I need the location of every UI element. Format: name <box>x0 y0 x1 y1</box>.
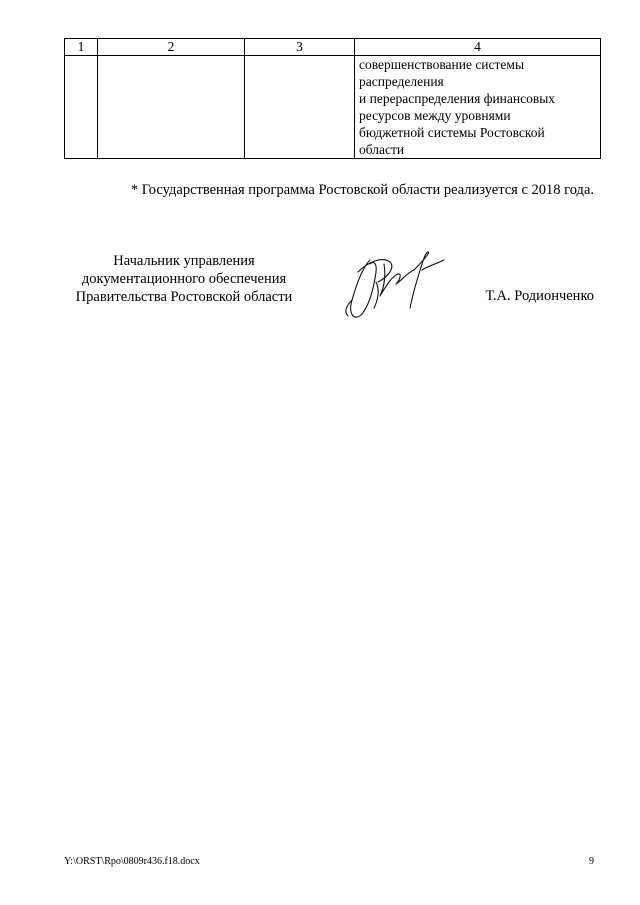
signatory-name: Т.А. Родионченко <box>485 288 594 304</box>
position-line: Правительства Ростовской области <box>75 289 293 305</box>
position-line: документационного обеспечения <box>81 271 287 287</box>
cell-text-line: области <box>359 142 405 157</box>
cell-col-4 <box>355 56 601 159</box>
table-row <box>65 56 601 159</box>
cell-col-2 <box>98 56 245 159</box>
cell-text-line: распределения <box>359 74 444 89</box>
cell-text-line: и перераспределения финансовых <box>359 91 556 106</box>
position-line: Начальник управления <box>113 253 255 269</box>
cell-text-line: совершенствование системы <box>359 57 525 72</box>
header-col-3: 3 <box>245 39 355 56</box>
program-footnote: * Государственная программа Ростовской области реализуется с 2018 года. <box>130 182 594 198</box>
header-col-2: 2 <box>98 39 245 56</box>
cell-col-3 <box>245 56 355 159</box>
table-header-row <box>65 39 601 56</box>
header-col-1: 1 <box>65 39 98 56</box>
footer-file-path: Y:\ORST\Rpo\0809r436.f18.docx <box>64 856 200 867</box>
header-col-4: 4 <box>355 39 601 56</box>
signatory-position <box>66 252 302 306</box>
continuation-table <box>64 38 601 159</box>
handwritten-signature <box>340 242 450 328</box>
cell-text-line: бюджетной системы Ростовской <box>359 125 545 140</box>
cell-col-1 <box>65 56 98 159</box>
cell-text-line: ресурсов между уровнями <box>359 108 511 123</box>
page-number: 9 <box>589 856 594 867</box>
